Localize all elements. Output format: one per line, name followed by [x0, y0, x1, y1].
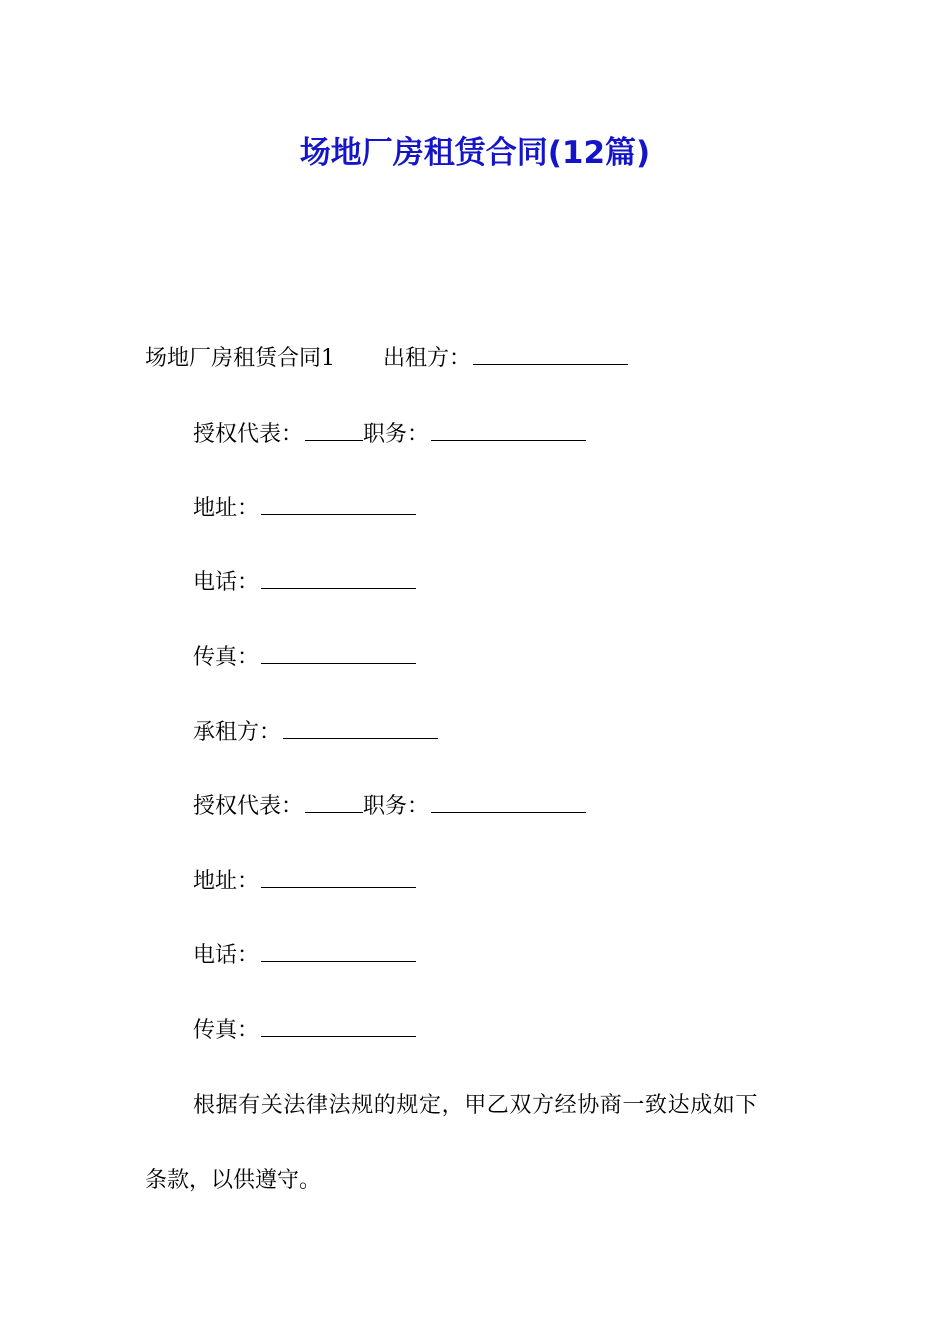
lessee-address-blank — [261, 871, 416, 888]
lessor-address-blank — [261, 498, 416, 515]
lessor-position-label: 职务： — [363, 422, 430, 447]
lessee-position-blank — [431, 796, 586, 813]
lessor-address-label: 地址： — [193, 496, 260, 521]
lessor-rep-label: 授权代表： — [193, 422, 304, 447]
lessor-phone-label: 电话： — [193, 570, 260, 595]
lessee-fax-label: 传真： — [193, 1018, 260, 1043]
lessor-fax-line — [193, 643, 416, 673]
lessor-phone-line — [193, 568, 416, 598]
contract-heading: 场地厂房租赁合同1 — [145, 346, 335, 371]
lessor-phone-blank — [261, 572, 416, 589]
document-title: 场地厂房租赁合同(12篇) — [299, 135, 651, 171]
lessee-phone-blank — [261, 945, 416, 962]
lessor-fax-label: 传真： — [193, 645, 260, 670]
intro-paragraph-line1: 根据有关法律法规的规定，甲乙双方经协商一致达成如下 — [193, 1093, 759, 1118]
lessee-rep-label: 授权代表： — [193, 794, 304, 819]
lessee-rep-blank — [305, 796, 363, 813]
lessor-rep-blank — [305, 424, 363, 441]
lessee-phone-line — [193, 941, 416, 971]
lessor-address-line — [193, 494, 416, 524]
intro-paragraph-line2: 条款，以供遵守。 — [145, 1168, 322, 1193]
lessor-fax-blank — [261, 647, 416, 664]
lessor-position-blank — [431, 424, 586, 441]
lessee-phone-label: 电话： — [193, 943, 260, 968]
lessee-rep-line — [193, 792, 586, 822]
heading-lessor-line — [145, 344, 628, 374]
lessor-rep-line — [193, 420, 586, 450]
lessee-line — [193, 718, 438, 748]
lessee-blank — [283, 722, 438, 739]
lessee-fax-line — [193, 1016, 416, 1046]
lessor-label: 出租方： — [383, 346, 472, 371]
lessee-label: 承租方： — [193, 720, 282, 745]
lessee-address-line — [193, 867, 416, 897]
lessee-position-label: 职务： — [363, 794, 430, 819]
lessee-fax-blank — [261, 1020, 416, 1037]
lessee-address-label: 地址： — [193, 869, 260, 894]
lessor-blank — [473, 348, 628, 365]
